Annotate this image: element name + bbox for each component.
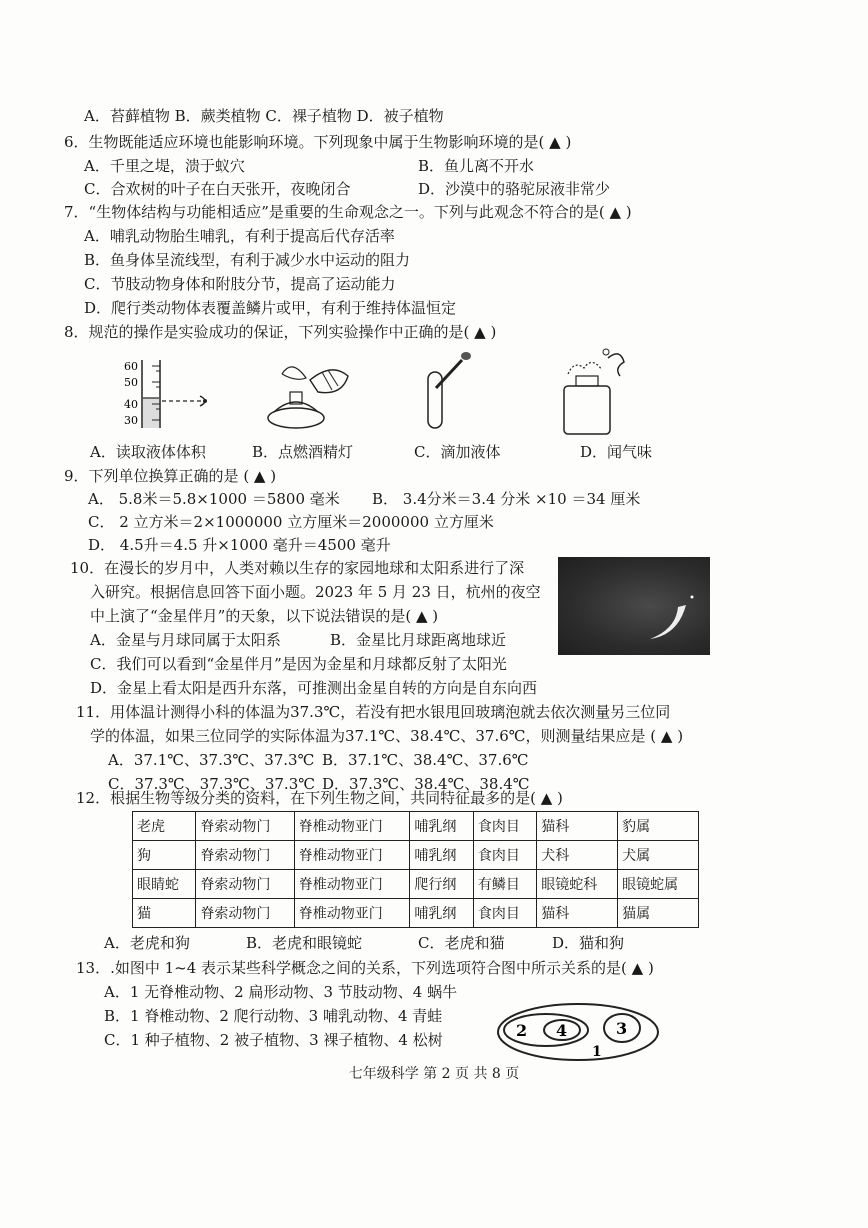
- table-cell: 食肉目: [473, 899, 536, 928]
- table-row: [133, 870, 699, 899]
- q6-option-b: B．鱼儿离不开水: [418, 157, 535, 175]
- table-cell: 哺乳纲: [410, 841, 473, 870]
- q11-option-b: B．37.1℃、38.4℃、37.6℃: [322, 751, 529, 769]
- page-footer: 七年级科学 第 2 页 共 8 页: [348, 1066, 520, 1082]
- table-cell: 猫属: [618, 899, 699, 928]
- q7-option-b: B．鱼身体呈流线型，有利于减少水中运动的阻力: [84, 251, 411, 269]
- q13-option-b: B．1 脊椎动物、2 爬行动物、3 哺乳动物、4 青蛙: [104, 1007, 443, 1025]
- question-9: 9．下列单位换算正确的是 ( ▲ ): [64, 467, 277, 485]
- q10-option-c: C．我们可以看到“金星伴月”是因为金星和月球都反射了太阳光: [90, 655, 507, 673]
- question-11-line-1: 11．用体温计测得小科的体温为37.3℃，若没有把水银甩回玻璃泡就去依次测量另三位同: [76, 703, 671, 721]
- q12-option-b: B．老虎和眼镜蛇: [246, 934, 363, 952]
- q11-option-d: D．37.3℃、38.4℃、38.4℃: [322, 775, 530, 793]
- dropper-test-tube-figure: [418, 352, 488, 436]
- tick-40: 40: [124, 398, 138, 411]
- table-cell: 食肉目: [473, 812, 536, 841]
- q11-option-c: C．37.3℃、37.3℃、37.3℃: [108, 775, 316, 793]
- table-cell: 脊椎动物亚门: [294, 841, 410, 870]
- venn-label-1: 1: [592, 1044, 602, 1060]
- q13-option-a: A．1 无脊椎动物、2 扁形动物、3 节肢动物、4 蜗牛: [104, 983, 458, 1001]
- table-row: [133, 841, 699, 870]
- smell-bottle-figure: [554, 346, 634, 438]
- table-cell: 犬科: [537, 841, 618, 870]
- question-12: 12．根据生物等级分类的资料，在下列生物之间，共同特征最多的是( ▲ ): [76, 789, 563, 807]
- tick-60: 60: [124, 360, 138, 373]
- q7-option-c: C．节肢动物身体和附肢分节，提高了运动能力: [84, 275, 396, 293]
- table-cell: 豹属: [618, 812, 699, 841]
- table-cell: 犬属: [618, 841, 699, 870]
- table-cell: 脊椎动物亚门: [294, 812, 410, 841]
- table-cell: 哺乳纲: [410, 812, 473, 841]
- q11-option-a: A．37.1℃、37.3℃、37.3℃: [108, 751, 315, 769]
- table-cell: 脊索动物门: [196, 841, 294, 870]
- table-cell: 眼镜蛇科: [537, 870, 618, 899]
- table-row: [133, 812, 699, 841]
- q8-option-d: D．闻气味: [580, 443, 653, 461]
- table-cell: 猫科: [537, 899, 618, 928]
- table-cell: 眼镜蛇属: [618, 870, 699, 899]
- question-7: 7．“生物体结构与功能相适应”是重要的生命观念之一。下列与此观念不符合的是( ▲ ): [64, 203, 632, 221]
- q5-options-line: A．苔藓植物 B．蕨类植物 C．裸子植物 D．被子植物: [84, 107, 444, 125]
- q9-option-c: C． 2 立方米＝2×1000000 立方厘米＝2000000 立方厘米: [88, 513, 494, 531]
- q8-option-b: B．点燃酒精灯: [252, 443, 354, 461]
- table-cell: 脊椎动物亚门: [294, 870, 410, 899]
- question-8: 8．规范的操作是实验成功的保证，下列实验操作中正确的是( ▲ ): [64, 323, 497, 341]
- q13-option-c: C．1 种子植物、2 被子植物、3 裸子植物、4 松树: [104, 1031, 443, 1049]
- venn-diagram: [494, 1000, 664, 1064]
- q10-option-b: B．金星比月球距离地球近: [330, 631, 507, 649]
- q8-option-a: A．读取液体体积: [90, 443, 206, 461]
- table-cell: 食肉目: [473, 841, 536, 870]
- q12-option-a: A．老虎和狗: [104, 934, 190, 952]
- q7-option-d: D．爬行类动物体表覆盖鳞片或甲，有利于维持体温恒定: [84, 299, 457, 317]
- q6-option-d: D．沙漠中的骆驼尿液非常少: [418, 180, 611, 198]
- table-cell: 猫科: [537, 812, 618, 841]
- table-cell: 猫: [133, 899, 196, 928]
- q7-option-a: A．哺乳动物胎生哺乳，有利于提高后代存活率: [84, 227, 395, 245]
- q9-option-b: B． 3.4分米＝3.4 分米 ×10 ＝34 厘米: [372, 490, 641, 508]
- question-11-line-2: 学的体温，如果三位同学的实际体温为37.1℃、38.4℃、37.6℃，则测量结果应是 ( ▲ ): [90, 727, 684, 745]
- table-cell: 脊索动物门: [196, 899, 294, 928]
- venn-label-3: 3: [616, 1019, 628, 1038]
- classification-table: [132, 811, 699, 928]
- table-cell: 眼睛蛇: [133, 870, 196, 899]
- table-cell: 哺乳纲: [410, 899, 473, 928]
- table-row: [133, 899, 699, 928]
- tick-30: 30: [124, 414, 138, 427]
- q12-option-d: D．猫和狗: [552, 934, 625, 952]
- question-10-line-2: 入研究。根据信息回答下面小题。2023 年 5 月 23 日，杭州的夜空: [90, 583, 541, 601]
- table-cell: 脊椎动物亚门: [294, 899, 410, 928]
- table-cell: 脊索动物门: [196, 812, 294, 841]
- q9-option-d: D． 4.5升＝4.5 升×1000 毫升＝4500 毫升: [88, 536, 391, 554]
- alcohol-lamp-figure: [262, 352, 362, 436]
- venn-label-2: 2: [516, 1021, 528, 1040]
- question-10-line-3: 中上演了“金星伴月”的天象，以下说法错误的是( ▲ ): [90, 607, 439, 625]
- table-cell: 有鳞目: [473, 870, 536, 899]
- table-cell: 狗: [133, 841, 196, 870]
- tick-50: 50: [124, 376, 138, 389]
- q12-option-c: C．老虎和猫: [418, 934, 505, 952]
- question-13: 13．.如图中 1~4 表示某些科学概念之间的关系，下列选项符合图中所示关系的是( ▲ ): [76, 959, 654, 977]
- venn-label-4: 4: [556, 1021, 568, 1040]
- question-10-line-1: 10．在漫长的岁月中，人类对赖以生存的家园地球和太阳系进行了深: [70, 559, 525, 577]
- q10-option-d: D．金星上看太阳是西升东落，可推测出金星自转的方向是自东向西: [90, 679, 538, 697]
- night-sky-photo: [558, 557, 710, 655]
- graduated-cylinder-figure: [112, 356, 222, 432]
- table-cell: 爬行纲: [410, 870, 473, 899]
- table-cell: 老虎: [133, 812, 196, 841]
- q9-option-a: A． 5.8米＝5.8×1000 ＝5800 毫米: [88, 490, 340, 508]
- table-cell: 脊索动物门: [196, 870, 294, 899]
- q6-option-a: A．千里之堤，溃于蚁穴: [84, 157, 245, 175]
- q6-option-c: C．合欢树的叶子在白天张开，夜晚闭合: [84, 180, 351, 198]
- q10-option-a: A．金星与月球同属于太阳系: [90, 631, 281, 649]
- q8-option-c: C．滴加液体: [414, 443, 501, 461]
- question-6: 6．生物既能适应环境也能影响环境。下列现象中属于生物影响环境的是( ▲ ): [64, 133, 572, 151]
